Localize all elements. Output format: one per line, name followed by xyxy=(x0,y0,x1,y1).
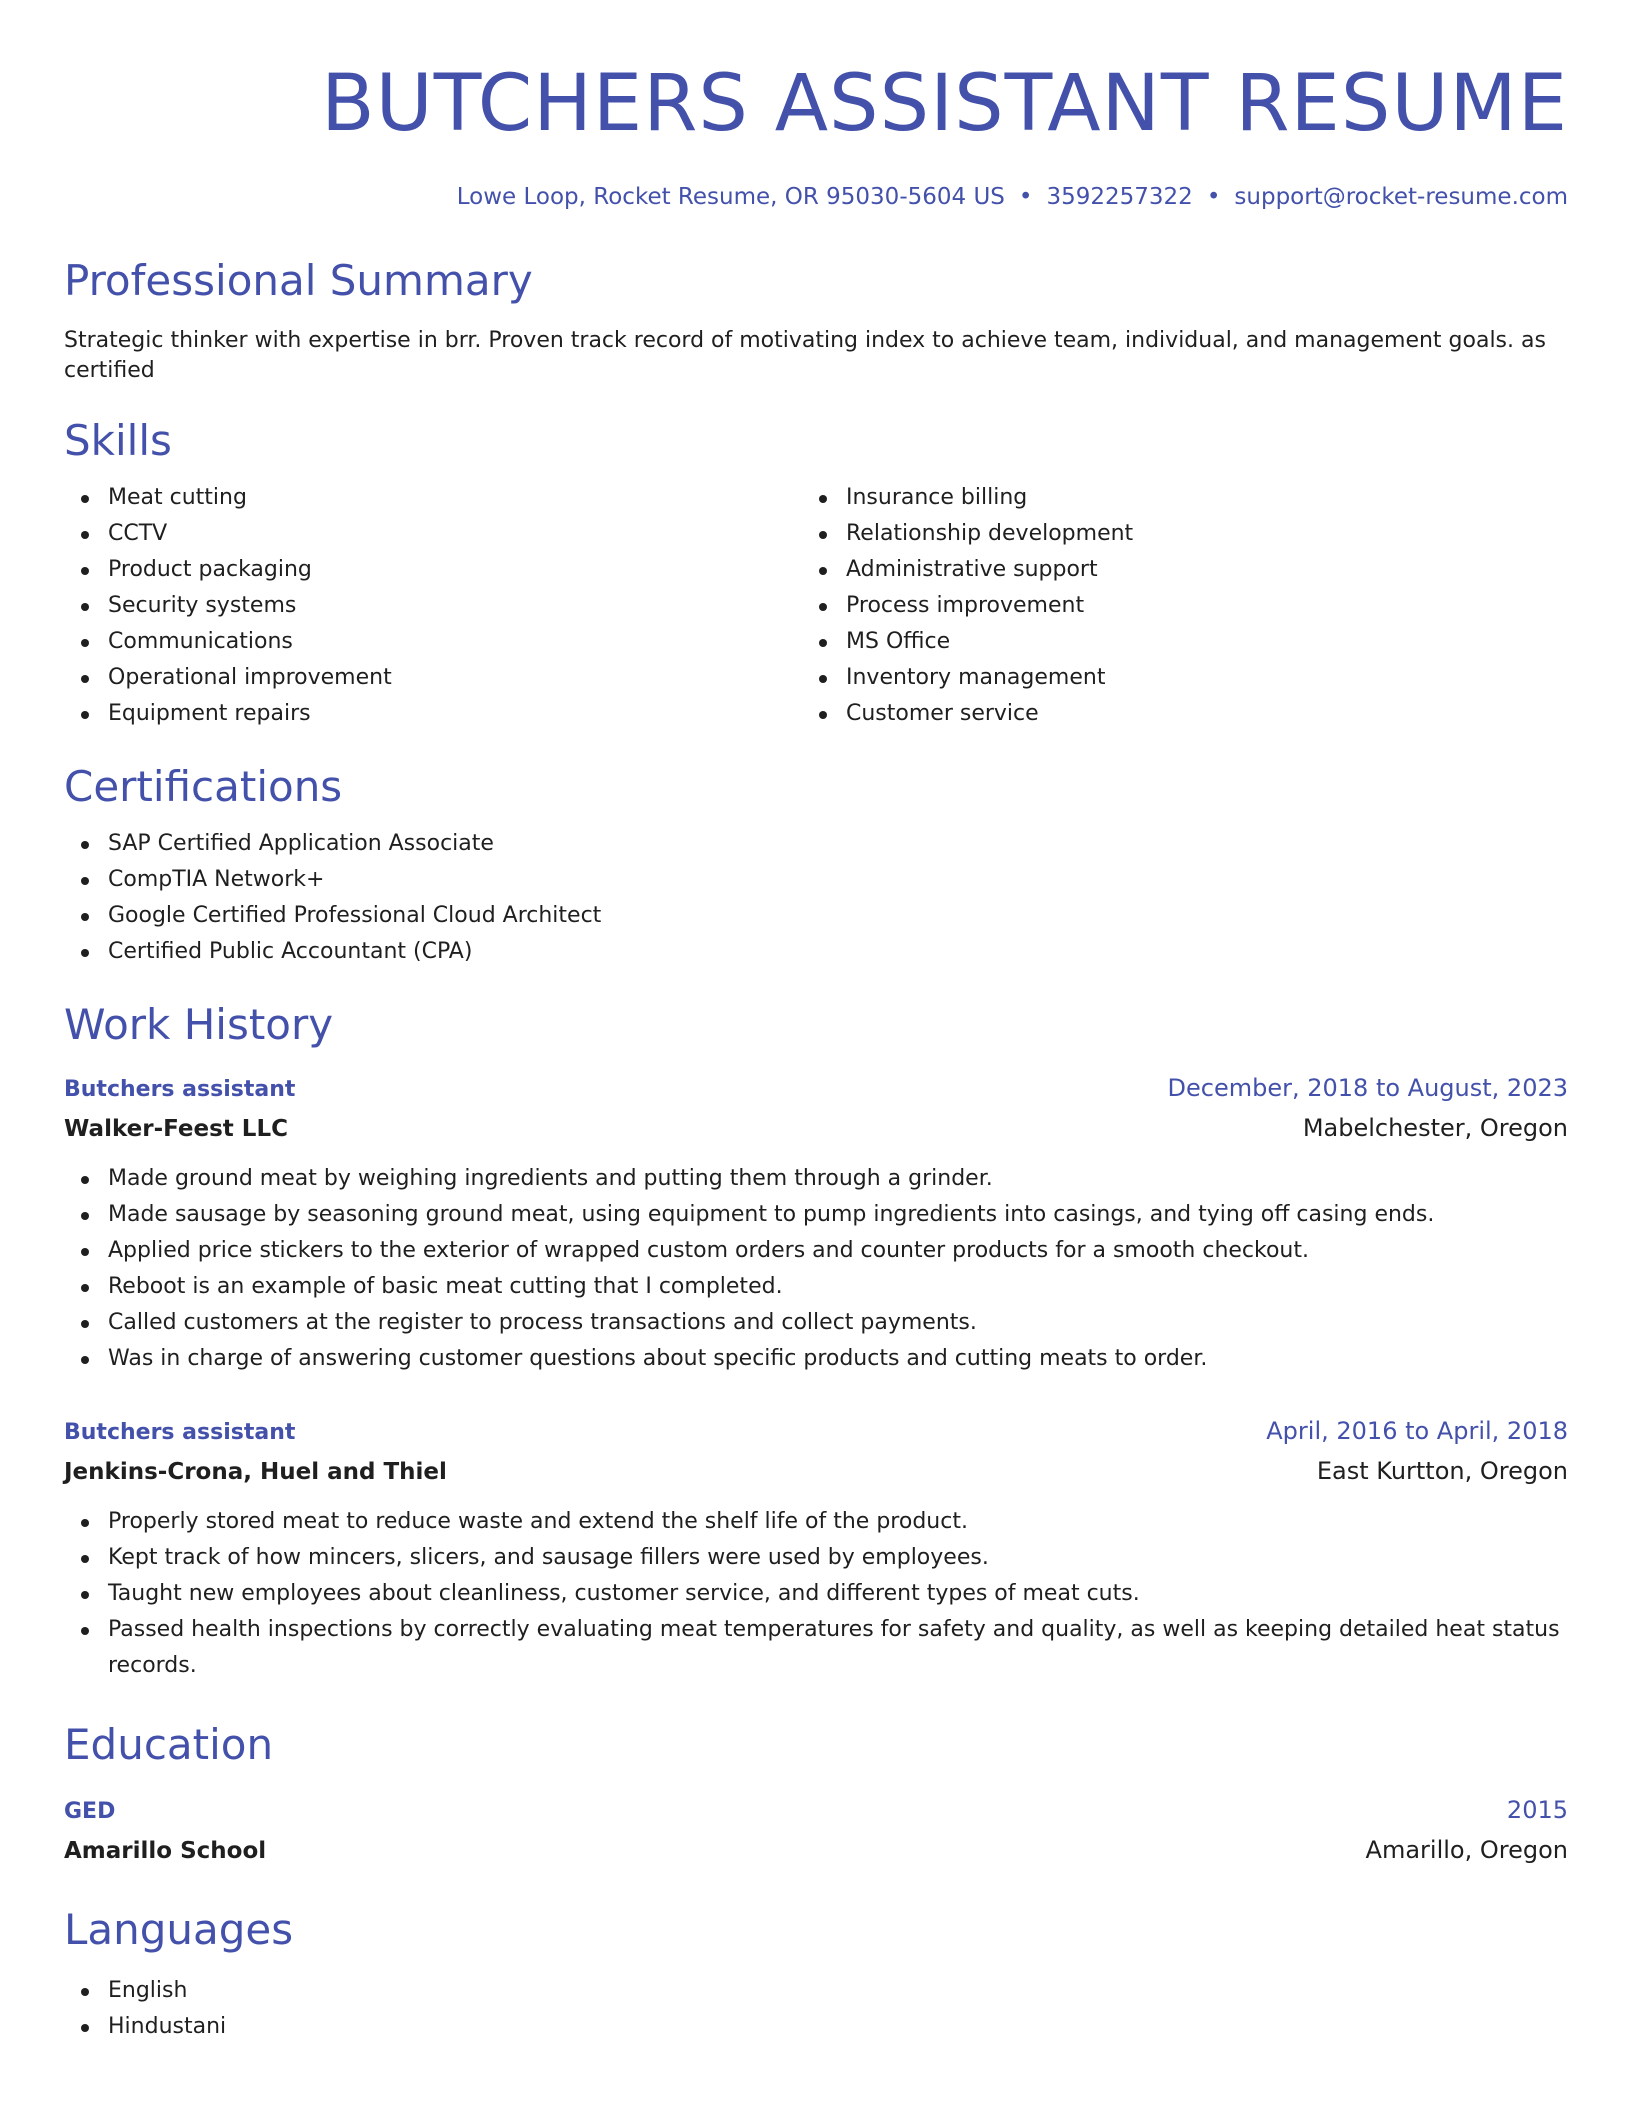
skill-item: Customer service xyxy=(802,696,1540,732)
skill-item: Product packaging xyxy=(64,552,802,588)
phone-text: 3592257322 xyxy=(1046,184,1193,210)
job-location: Mabelchester, Oregon xyxy=(1302,1114,1568,1142)
certification-item: CompTIA Network+ xyxy=(64,862,1568,898)
job-duty: Was in charge of answering customer questions about specific products and cutting meats to order. xyxy=(64,1341,1568,1377)
job-company: Walker-Feest LLC xyxy=(64,1116,288,1142)
skills-list-left xyxy=(64,480,802,732)
job-role: Butchers assistant xyxy=(64,1420,296,1445)
language-item: Hindustani xyxy=(64,2009,1568,2045)
job-company: Jenkins-Crona, Huel and Thiel xyxy=(64,1459,447,1485)
certifications-section xyxy=(64,760,1568,970)
skill-item: Meat cutting xyxy=(64,480,802,516)
job-duty: Kept track of how mincers, slicers, and sausage fillers were used by employees. xyxy=(64,1540,1568,1576)
job-duty: Reboot is an example of basic meat cutting that I completed. xyxy=(64,1269,1568,1305)
job-dates: April, 2016 to April, 2018 xyxy=(1266,1417,1568,1445)
skill-item: Relationship development xyxy=(802,516,1540,552)
contact-line xyxy=(64,182,1568,212)
skill-item: Insurance billing xyxy=(802,480,1540,516)
certification-item: Certified Public Accountant (CPA) xyxy=(64,934,1568,970)
languages-list xyxy=(64,1973,1568,2045)
job-duty: Made ground meat by weighing ingredients and putting them through a grinder. xyxy=(64,1161,1568,1197)
work-history-section xyxy=(64,998,1568,1684)
summary-text: Strategic thinker with expertise in brr. Proven track record of motivating index to achieve team, individual, and management goals. as certified xyxy=(64,328,1546,383)
job-role: Butchers assistant xyxy=(64,1077,296,1102)
education-heading: Education xyxy=(64,1720,274,1769)
job-duty: Passed health inspections by correctly evaluating meat temperatures for safety and quality, as well as keeping detailed heat status records. xyxy=(64,1612,1568,1684)
job-duty: Taught new employees about cleanliness, customer service, and different types of meat cuts. xyxy=(64,1576,1568,1612)
resume-title: BUTCHERS ASSISTANT RESUME xyxy=(321,59,1568,149)
certification-item: SAP Certified Application Associate xyxy=(64,826,1568,862)
skill-item: Operational improvement xyxy=(64,660,802,696)
certification-item: Google Certified Professional Cloud Architect xyxy=(64,898,1568,934)
skill-item: Communications xyxy=(64,624,802,660)
job-duties-list xyxy=(64,1161,1568,1377)
languages-heading: Languages xyxy=(64,1905,294,1954)
education-year: 2015 xyxy=(1506,1796,1568,1824)
education-location: Amarillo, Oregon xyxy=(1365,1836,1568,1864)
skills-columns xyxy=(64,480,1568,732)
education-school: Amarillo School xyxy=(64,1838,267,1864)
job-duty: Properly stored meat to reduce waste and extend the shelf life of the product. xyxy=(64,1504,1568,1540)
languages-section xyxy=(64,1903,1568,2045)
email-link[interactable]: support@rocket-resume.com xyxy=(1234,184,1568,210)
skills-list-right xyxy=(802,480,1540,732)
job-duty: Applied price stickers to the exterior of wrapped custom orders and counter products for a smooth checkout. xyxy=(64,1233,1568,1269)
skill-item: Administrative support xyxy=(802,552,1540,588)
job-duties-list xyxy=(64,1504,1568,1684)
education-degree: GED xyxy=(64,1799,116,1824)
summary-heading: Professional Summary xyxy=(64,256,533,305)
summary-section xyxy=(64,254,1568,386)
job-entry xyxy=(64,1070,1568,1377)
contact-separator: • xyxy=(1018,184,1033,210)
job-location: East Kurtton, Oregon xyxy=(1316,1457,1568,1485)
job-duty: Made sausage by seasoning ground meat, using equipment to pump ingredients into casings, and tying off casing ends. xyxy=(64,1197,1568,1233)
skill-item: CCTV xyxy=(64,516,802,552)
contact-separator: • xyxy=(1206,184,1221,210)
skills-heading: Skills xyxy=(64,416,172,465)
job-duty: Called customers at the register to process transactions and collect payments. xyxy=(64,1305,1568,1341)
skill-item: Security systems xyxy=(64,588,802,624)
job-dates: December, 2018 to August, 2023 xyxy=(1167,1074,1568,1102)
skill-item: Equipment repairs xyxy=(64,696,802,732)
address-text: Lowe Loop, Rocket Resume, OR 95030-5604 US xyxy=(456,184,1005,210)
certifications-heading: Certifications xyxy=(64,762,343,811)
skill-item: Process improvement xyxy=(802,588,1540,624)
certifications-list xyxy=(64,826,1568,970)
work-history-heading: Work History xyxy=(64,1000,334,1049)
education-entry xyxy=(64,1792,1568,1871)
language-item: English xyxy=(64,1973,1568,2009)
skills-section xyxy=(64,414,1568,732)
job-entry xyxy=(64,1413,1568,1684)
education-section xyxy=(64,1718,1568,1871)
skill-item: Inventory management xyxy=(802,660,1540,696)
skill-item: MS Office xyxy=(802,624,1540,660)
